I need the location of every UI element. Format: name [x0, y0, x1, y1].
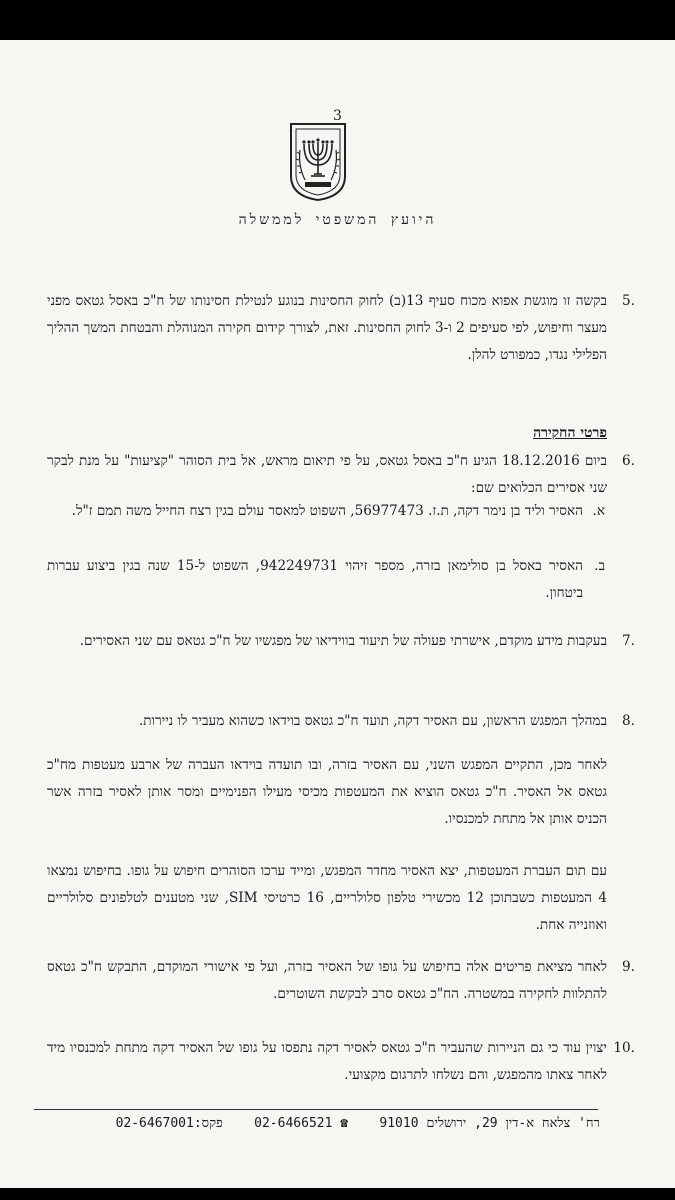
paragraph-text: לאחר מכן, התקיים המפגש השני, עם האסיר בזרה, ובו תועדה בוידאו העברה של ארבע מעטפות מח"כ גטאס אל האסיר. ח"כ גטאס הוציא את המעטפות מכיסי מעילו הפנימיים ומסר אותן לאסיר בזרה אשר הכניס אותן אל מתחת למכנסיו.: [47, 757, 607, 827]
sub-item-text: האסיר וליד בן נימר דקה, ת.ז. 56977473, השפוט למאסר עולם בגין רצח החייל משה תמם ז"ל.: [71, 503, 583, 519]
sub-item-letter: א.: [592, 503, 605, 519]
sub-item-text: האסיר באסל בן סולימאן בזרה, מספר זיהוי 942249731, השפוט ל-15 שנה בגין ביצוע עברות ביטחון.: [47, 558, 583, 601]
footer-address: רח' צלאח א-דין 29, ירושלים 91010: [379, 1116, 600, 1131]
sub-item-letter: ב.: [594, 558, 605, 574]
paragraph-number: .10: [613, 1040, 635, 1056]
paragraph-number: .7: [622, 633, 635, 649]
paragraph-text: עם תום העברת המעטפות, יצא האסיר מחדר המפגש, ומייד ערכו הסוהרים חיפוש על גופו. בחיפוש נמצאו 4 המעטפות כשבתוכן 12 מכשירי טלפון סלולריים, 16 כרטיסי SIM, שני מטענים לטלפונים סלולריים ואוזנייה אחת.: [47, 863, 607, 933]
paragraph-text: לאחר מציאת פריטים אלה בחיפוש על גופו של האסיר בזרה, ועל פי אישורי המוקדם, התבקש ח"כ גטאס להתלוות לחקירה במשטרה. הח"כ גטאס סרב לבקשת השוטרים.: [47, 959, 607, 1002]
paragraph-text: במהלך המפגש הראשון, עם האסיר דקה, תועד ח"כ גטאס בוידאו כשהוא מעביר לו ניירות.: [138, 713, 607, 729]
phone-icon: ☎: [340, 1116, 349, 1131]
bottom-letterbox: [0, 1188, 675, 1200]
paragraph-number: .9: [622, 959, 635, 975]
footer: [30, 1115, 600, 1131]
section-heading: פרטי החקירה: [533, 425, 607, 441]
top-letterbox: [0, 0, 675, 40]
paragraph-text: יצוין עוד כי גם הניירות שהעביר ח"כ גטאס לאסיר דקה נתפסו על גופו של האסיר דקה מתחת למכנסיו מיד לאחר צאתו מהמפגש, והם נשלחו לתרגום מקצועי.: [47, 1040, 607, 1083]
document-page: [0, 40, 675, 1188]
paragraph-number: .8: [622, 713, 635, 729]
paragraph-text: ביום 18.12.2016 הגיע ח"כ באסל גטאס, על פי תיאום מראש, אל בית הסוהר "קציעות" על מנת לבקר שני אסירים הכלואים שם:: [47, 453, 607, 496]
paragraph-number: .5: [622, 293, 635, 309]
paragraph-text: בעקבות מידע מוקדם, אישרתי פעולה של תיעוד בווידיאו של מפגשיו של ח"כ גטאס עם שני האסירים.: [79, 633, 607, 649]
paragraph-number: .6: [622, 453, 635, 469]
paragraph-text: בקשה זו מוגשת אפוא מכוח סעיף 13(ב) לחוק החסינות בנוגע לנטילת חסינותו של ח"כ באסל גטאס מפני מעצר וחיפוש, לפי סעיפים 2 ו-3 לחוק החסינות. זאת, לצורך קידום חקירה המנוהלת והבטחת המשך ההליך הפלילי נגדו, כמפורט להלן.: [47, 293, 607, 363]
page-number: 3: [333, 108, 342, 124]
state-emblem-icon: [287, 120, 349, 202]
office-title: היועץ המשפטי לממשלה: [238, 212, 437, 228]
footer-fax: פקס:02-6467001: [115, 1116, 223, 1131]
footer-phone: 02-6466521: [254, 1116, 333, 1131]
footer-divider: [34, 1109, 598, 1110]
